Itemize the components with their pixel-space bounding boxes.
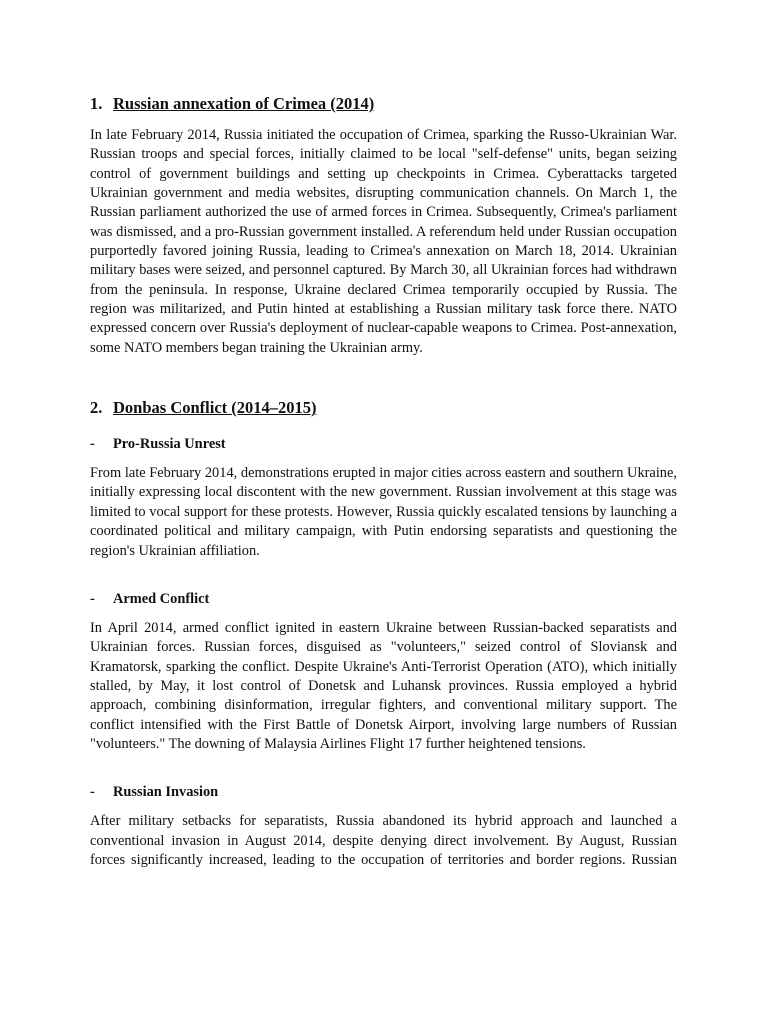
section-heading-donbas: [90, 396, 677, 420]
section-number: 2.: [90, 398, 103, 418]
subsection-heading-pro-russia-unrest: [90, 435, 677, 454]
subsection-heading-russian-invasion: [90, 783, 677, 802]
section-title: Russian annexation of Crimea (2014): [113, 94, 375, 113]
bullet-dash: -: [90, 436, 95, 453]
document-page: [90, 92, 677, 870]
subsection-paragraph: After military setbacks for separatists, Russia abandoned its hybrid approach and launched a conventional invasion in August 2014, despite denying direct involvement. By August, Russian forces significantly increased, leading to the occupation of territories and border regions. Russian: [90, 813, 677, 868]
bullet-dash: -: [90, 784, 95, 801]
section-paragraph: In late February 2014, Russia initiated the occupation of Crimea, sparking the Russo-Ukrainian War. Russian troops and special forces, initially claimed to be local "self-defense" units, began seizing control of government buildings and setting up checkpoints in Crimea. Cyberattacks targeted Ukrainian government and media websites, disrupting communication channels. On March 1, the Russian parliament authorized the use of armed forces in Crimea. Subsequently, Crimea's parliament was dismissed, and a pro-Russian government installed. A referendum held under Russian occupation purportedly favored joining Russia, leading to Crimea's annexation on March 18, 2014. Ukrainian military bases were seized, and personnel captured. By March 30, all Ukrainian forces had withdrawn from the peninsula. In response, Ukraine declared Crimea temporarily occupied by Russia. The region was militarized, and Putin hinted at establishing a Russian military task force there. NATO expressed concern over Russia's deployment of nuclear-capable weapons to Crimea. Post-annexation, some NATO members began training the Ukrainian army.: [90, 127, 677, 356]
subsection-paragraph: From late February 2014, demonstrations erupted in major cities across eastern and southern Ukraine, initially expressing local discontent with the new government. Russian involvement at this stage was limited to vocal support for these protests. However, Russia quickly escalated tensions by launching a coordinated political and military campaign, with Putin endorsing separatists and questioning the region's Ukrainian affiliation.: [90, 465, 677, 559]
subsection-title: Pro-Russia Unrest: [113, 436, 226, 453]
subsection-paragraph: In April 2014, armed conflict ignited in eastern Ukraine between Russian-backed separatists and Ukrainian forces. Russian forces, disguised as "volunteers," seized control of Sloviansk and Kramatorsk, sparking the conflict. Despite Ukraine's Anti-Terrorist Operation (ATO), which initially stalled, by May, it lost control of Donetsk and Luhansk provinces. Russia employed a hybrid approach, combining disinformation, irregular fighters, and conventional military support. The conflict intensified with the First Battle of Donetsk Airport, involving large numbers of Russian "volunteers." The downing of Malaysia Airlines Flight 17 further heightened tensions.: [90, 619, 677, 752]
subsection-heading-armed-conflict: [90, 590, 677, 609]
section-heading-crimea: [90, 92, 677, 116]
section-number: 1.: [90, 94, 103, 113]
subsection-title: Armed Conflict: [113, 590, 210, 607]
section-title: Donbas Conflict (2014–2015): [113, 398, 317, 418]
bullet-dash: -: [90, 590, 95, 607]
subsection-title: Russian Invasion: [113, 784, 219, 801]
